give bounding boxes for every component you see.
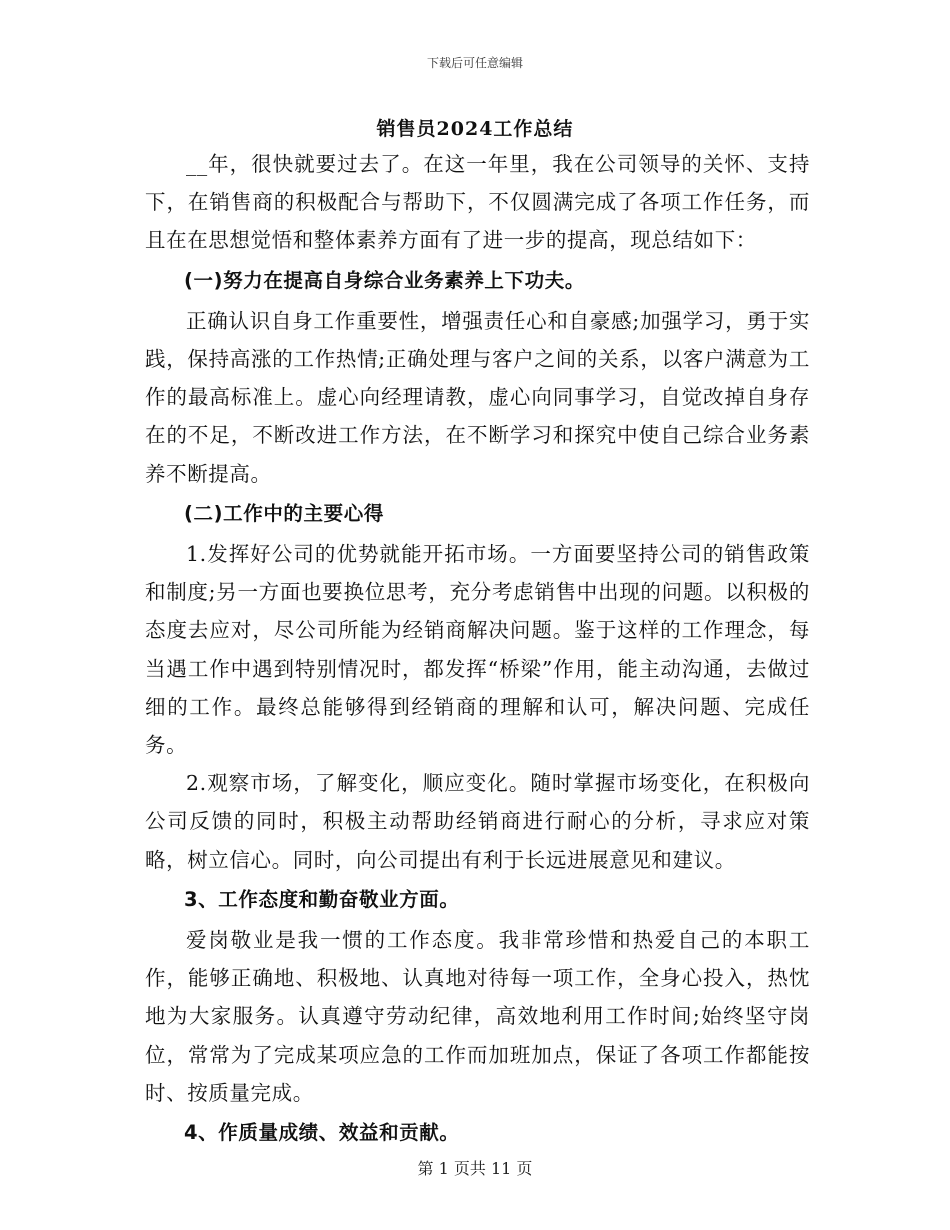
document-body (145, 145, 810, 1154)
paragraph-intro: __年，很快就要过去了。在这一年里，我在公司领导的关怀、支持下，在销售商的积极配合与帮助下，不仅圆满完成了各项工作任务，而且在在思想觉悟和整体素养方面有了进一步的提高，现总结如下： (145, 152, 810, 253)
header-note: 下载后可任意编辑 (426, 56, 523, 70)
section-heading-2: (二)工作中的主要心得 (184, 501, 384, 525)
paragraph-section-1: 正确认识自身工作重要性，增强责任心和自豪感;加强学习，勇于实践，保持高涨的工作热情;正确处理与客户之间的关系，以客户满意为工作的最高标准上。虚心向经理请教，虚心向同事学习，自觉改掉自身存在的不足，不断改进工作方法，在不断学习和探究中使自己综合业务素养不断提高。 (145, 308, 810, 486)
paragraph-point-1: 1.发挥好公司的优势就能开拓市场。一方面要坚持公司的销售政策和制度;另一方面也要换位思考，充分考虑销售中出现的问题。以积极的态度去应对，尽公司所能为经销商解决问题。鉴于这样的工作理念，每当遇工作中遇到特别情况时，都发挥“桥梁”作用，能主动沟通，去做过细的工作。最终总能够得到经销商的理解和认可，解决问题、完成任务。 (145, 542, 810, 758)
section-heading-1: (一)努力在提高自身综合业务素养上下功夫。 (184, 268, 585, 292)
paragraph-section-3: 爱岗敬业是我一惯的工作态度。我非常珍惜和热爱自己的本职工作，能够正确地、积极地、认真地对待每一项工作，全身心投入，热忱地为大家服务。认真遵守劳动纪律，高效地利用工作时间;始终坚守岗位，常常为了完成某项应急的工作而加班加点，保证了各项工作都能按时、按质量完成。 (145, 928, 810, 1105)
section-heading-4: 4、作质量成绩、效益和贡献。 (184, 1121, 460, 1145)
section-heading-3: 3、工作态度和勤奋敬业方面。 (184, 887, 460, 911)
page-number: 第 1 页共 11 页 (417, 1159, 533, 1178)
document-title: 销售员2024工作总结 (376, 118, 574, 140)
paragraph-point-2: 2.观察市场，了解变化，顺应变化。随时掌握市场变化，在积极向公司反馈的同时，积极主动帮助经销商进行耐心的分析，寻求应对策略，树立信心。同时，向公司提出有利于长远进展意见和建议。 (145, 771, 810, 872)
